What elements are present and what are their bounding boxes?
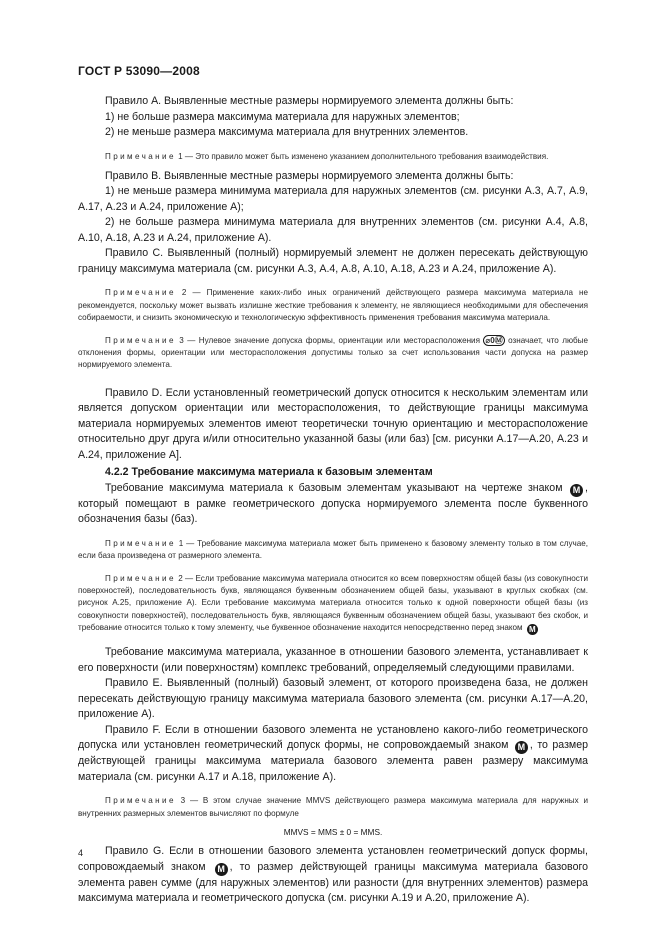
- note-label: Примечание: [105, 288, 176, 298]
- note-body: 2 — Если требование максимума материала относится ко всем поверхностям общей базы (из совокупности поверхностей), последовательность букв, являющаяся буквенным обозначением общей базы, указывают в круглых скобках (см. рисунок А.25, приложение А). Если требование максимума материала относится только к одной поверхности общей базы (из совокупности поверхностей), последовательность букв, являющаяся буквенным обозначением общей базы, указывают без скобок, и требование относится только к тому элементу, чье буквенное обозначение находится непосредственно перед знаком: [78, 573, 588, 633]
- note-label: Примечание: [105, 335, 176, 345]
- rule-f: [78, 723, 588, 786]
- note-c3: [78, 335, 588, 372]
- rule-a: Правило А. Выявленные местные размеры нормируемого элемента должны быть:: [105, 95, 514, 107]
- base-intro-text-continued: , который помещают в рамке геометрического допуска нормируемого элемента после буквенного обозначения базы (баз).: [78, 481, 588, 526]
- note-b1: [78, 538, 588, 563]
- note-f3: [78, 795, 588, 820]
- note-label: Примечание: [105, 573, 176, 583]
- note-label: Примечание: [105, 538, 176, 548]
- note-body: 3 — В этом случае значение MMVS действующего размера максимума материала для наружных и внутренних размерных элементов вычисляют по формуле: [78, 796, 588, 818]
- rule-g-text-continued: , то размер действующей границы максимума материала базового элемента равен сумме (для наружных элементов) или разности (для внутренних элементов) размера максимума материала и геометрического допуска (см. рисунки А.19 и А.20, приложение А).: [78, 860, 588, 905]
- rule-b-item-2: 2) не больше размера минимума материала для внутренних элементов (см. рисунки А.4, А.8, А.10, А.18, А.23 и А.24, приложение А).: [78, 216, 588, 244]
- note-body: 3 — Нулевое значение допуска формы, ориентации или месторасположения: [175, 335, 484, 345]
- rule-f-text: Правило F. Если в отношении базового элемента не установлено какого-либо геометрического допуска или установлен геометрический допуск формы, не сопровождаемый знаком: [78, 723, 588, 752]
- base-intro-text: Требование максимума материала к базовым элементам указывают на чертеже знаком: [105, 481, 563, 494]
- mmr-symbol-icon: M: [527, 624, 538, 635]
- mmr-symbol-icon: M: [215, 863, 228, 876]
- base-intro: [78, 481, 588, 528]
- rule-g-text: Правило G. Если в отношении базового элемента установлен геометрический допуск формы, сопровождаемый знаком: [78, 845, 588, 873]
- note-b2: [78, 573, 588, 636]
- document-header: ГОСТ Р 53090—2008: [78, 64, 200, 78]
- rule-g: [78, 844, 588, 907]
- page-content: [78, 94, 588, 907]
- rule-a-item-2: 2) не меньше размера максимума материала для внутренних элементов.: [105, 126, 469, 138]
- mmr-symbol-icon: M: [570, 484, 583, 497]
- rule-f-text-continued: , то размер действующей границы максимума материала базового элемента равен размеру максимума материала (см. рисунки А.17 и А.18, приложение А).: [78, 739, 588, 783]
- note-body: 1 — Это правило может быть изменено указанием дополнительного требования взаимодействия.: [175, 151, 549, 161]
- page-number: 4: [78, 848, 84, 858]
- rule-c: Правило С. Выявленный (полный) нормируемый элемент не должен пересекать действующую границу максимума материала (см. рисунки А.3, А.4, А.8, А.10, А.18, А.23 и А.24, приложение А).: [78, 247, 588, 275]
- rule-b-item-1: 1) не меньше размера минимума материала для наружных элементов (см. рисунки А.3, А.7, А.9, А.17, А.23 и А.24, приложение А);: [78, 185, 588, 213]
- note-c2: [78, 287, 588, 324]
- rule-b: Правило В. Выявленные местные размеры нормируемого элемента должны быть:: [105, 169, 514, 182]
- note-a: [78, 151, 588, 163]
- zero-tolerance-mmr-symbol: ⌀0Ⓜ: [485, 335, 503, 345]
- section-heading-4-2-2: 4.2.2 Требование максимума материала к базовым элементам: [105, 466, 433, 479]
- base-requirement-paragraph: Требование максимума материала, указанное в отношении базового элемента, устанавливает к его поверхности (или поверхностям) комплекс требований, определяемый следующими правилами.: [78, 646, 588, 674]
- formula-mmvs: MMVS = MMS ± 0 = MMS.: [283, 827, 383, 838]
- note-label: Примечание: [105, 796, 176, 806]
- rule-a-item-1: 1) не больше размера максимума материала для наружных элементов;: [105, 110, 460, 123]
- note-body: 1 — Требование максимума материала может быть применено к базовому элементу только в том случае, если база произведена от размерного элемента.: [78, 538, 588, 561]
- note-label: Примечание: [105, 151, 176, 161]
- note-body-continued: означает, что любые отклонения формы, ориентации или месторасположения допустимы только за счет использования части допуска на размер нормируемого элемента.: [78, 335, 588, 370]
- rule-e: Правило Е. Выявленный (полный) базовый элемент, от которого произведена база, не должен пересекать действующую границу максимума материала базового элемента (см. рисунки А.17—А.20, приложение А).: [78, 677, 588, 721]
- note-body: 2 — Применение каких-либо иных ограничений действующего размера максимума материала не рекомендуется, поскольку может вызвать излишне жесткие требования к элементу, не являющиеся необходимыми для обеспечения собираемости, и снизить экономическую и технологическую эффективность применения требования максимума материала.: [78, 288, 588, 323]
- mmr-symbol-icon: M: [515, 741, 528, 754]
- rule-d: Правило D. Если установленный геометрический допуск относится к нескольким элементам или является допуском ориентации или месторасположения, то действующие границы максимума материала нормируемых элементов имеют теоретически точную ориентацию и месторасположение относительно друг друга и/или относительно указанной базы (или баз) [см. рисунки А.17—А.20, А.23 и А.24, приложение А].: [78, 386, 588, 461]
